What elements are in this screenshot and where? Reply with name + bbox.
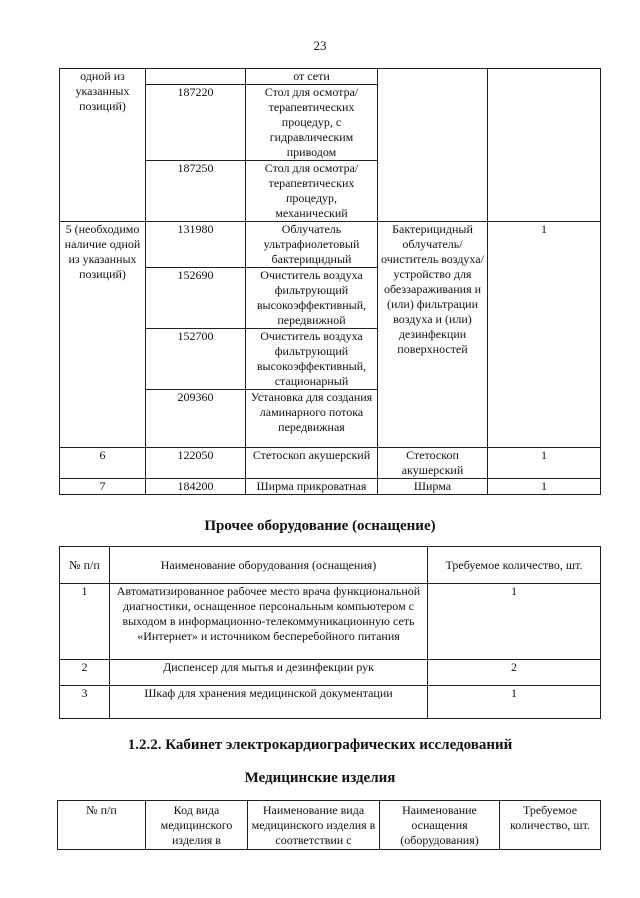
table-header-row <box>58 801 601 850</box>
table-row <box>60 584 601 660</box>
column-header-number: № п/п <box>58 801 146 850</box>
other-equipment-table <box>59 546 601 719</box>
device-name-cell: Облучатель ультрафиолетовый бактерицидный <box>246 222 378 268</box>
device-name-cell: Ширма прикроватная <box>246 479 378 495</box>
code-cell: 122050 <box>146 448 246 479</box>
table-row <box>60 479 601 495</box>
code-cell <box>146 69 246 85</box>
device-name-cell: Очиститель воздуха фильтрующий высокоэффективный, стационарный <box>246 329 378 390</box>
ecg-room-heading: 1.2.2. Кабинет электрокардиографических исследований <box>127 737 513 753</box>
other-equipment-heading: Прочее оборудование (оснащение) <box>204 518 436 534</box>
code-cell: 131980 <box>146 222 246 268</box>
device-name-cell: Стол для осмотра/ терапевтических процедур, с гидравлическим приводом <box>246 85 378 161</box>
code-cell: 187250 <box>146 161 246 222</box>
row-number-cell: 2 <box>60 660 110 686</box>
device-name-cell: от сети <box>246 69 378 85</box>
table-row <box>60 69 601 85</box>
equipment-cell: Стетоскоп акушерский <box>378 448 488 479</box>
column-header-quantity: Требуемое количество, шт. <box>428 547 601 584</box>
device-name-cell: Стетоскоп акушерский <box>246 448 378 479</box>
code-cell: 152690 <box>146 268 246 329</box>
table-row <box>60 222 601 268</box>
ecg-devices-table <box>57 800 601 850</box>
table-header-row <box>60 547 601 584</box>
column-header-equipment: Наименование оснащения (оборудования) <box>380 801 500 850</box>
quantity-cell: 1 <box>428 584 601 660</box>
quantity-cell: 1 <box>488 222 601 448</box>
equipment-name-cell: Диспенсер для мытья и дезинфекции рук <box>110 660 428 686</box>
equipment-cell <box>378 69 488 222</box>
code-cell: 184200 <box>146 479 246 495</box>
equipment-cell: Ширма <box>378 479 488 495</box>
medical-devices-heading: Медицинские изделия <box>244 770 396 786</box>
row-number-cell: 6 <box>60 448 146 479</box>
row-number-cell: 1 <box>60 584 110 660</box>
device-name-cell: Очиститель воздуха фильтрующий высокоэффективный, передвижной <box>246 268 378 329</box>
quantity-cell: 2 <box>428 660 601 686</box>
column-header-number: № п/п <box>60 547 110 584</box>
table-row <box>60 660 601 686</box>
column-header-name: Наименование оборудования (оснащения) <box>110 547 428 584</box>
equipment-cell: Бактерицидный облучатель/ очиститель воздуха/ устройство для обеззараживания и (или) фильтрации воздуха и (или) дезинфекции поверхностей <box>378 222 488 448</box>
equipment-name-cell: Автоматизированное рабочее место врача функциональной диагностики, оснащенное персональным компьютером с выходом в информационно-телекоммуникационную сеть «Интернет» и источником бесперебойного питания <box>110 584 428 660</box>
column-header-quantity: Требуемое количество, шт. <box>500 801 601 850</box>
device-name-cell: Стол для осмотра/ терапевтических процедур, механический <box>246 161 378 222</box>
quantity-cell: 1 <box>428 686 601 719</box>
code-cell: 152700 <box>146 329 246 390</box>
row-number-cell: 5 (необходимо наличие одной из указанных позиций) <box>60 222 146 448</box>
column-header-device-name: Наименование вида медицинского изделия в соответствии с <box>248 801 380 850</box>
quantity-cell: 1 <box>488 448 601 479</box>
code-cell: 187220 <box>146 85 246 161</box>
row-number-cell: 3 <box>60 686 110 719</box>
row-number-cell: 7 <box>60 479 146 495</box>
column-header-code: Код вида медицинского изделия в <box>146 801 248 850</box>
quantity-cell <box>488 69 601 222</box>
code-cell: 209360 <box>146 390 246 448</box>
device-name-cell: Установка для создания ламинарного потока передвижная <box>246 390 378 448</box>
equipment-name-cell: Шкаф для хранения медицинской документации <box>110 686 428 719</box>
medical-devices-table-continued <box>59 68 601 495</box>
table-row <box>60 686 601 719</box>
table-row <box>60 448 601 479</box>
page-number: 23 <box>313 38 327 53</box>
quantity-cell: 1 <box>488 479 601 495</box>
row-number-cell: одной из указанных позиций) <box>60 69 146 222</box>
